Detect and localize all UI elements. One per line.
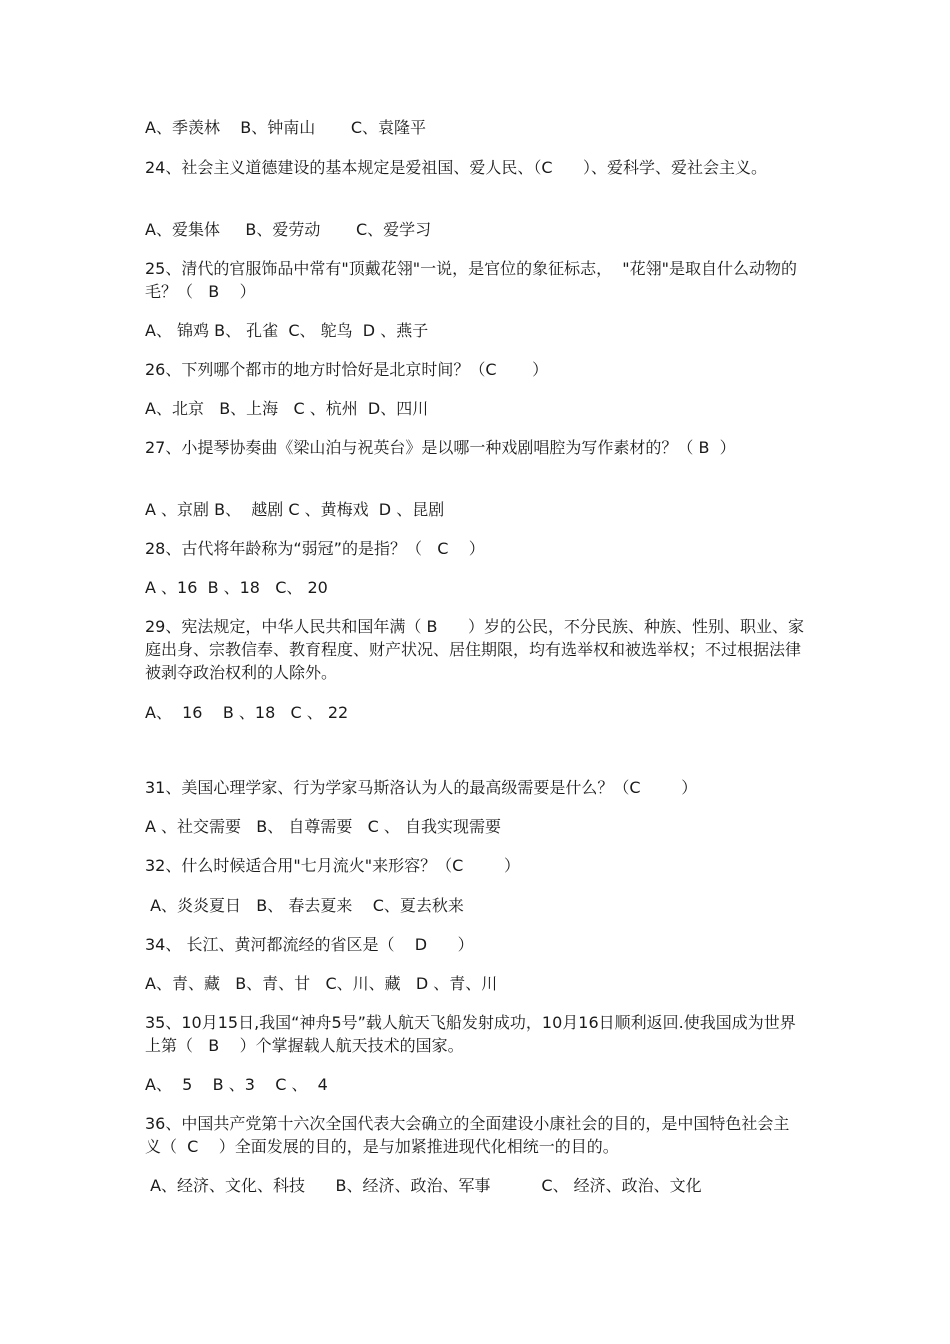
answer-options-28: A 、16 B 、18 C、 20 <box>145 578 328 597</box>
question-28: 28、古代将年龄称为“弱冠”的是指？（ C ） <box>145 539 485 558</box>
answer-options-25: A、 锦鸡 B、 孔雀 C、 鸵鸟 D 、燕子 <box>145 321 429 340</box>
answer-options-35: A、 5 B 、3 C 、 4 <box>145 1075 328 1094</box>
question-32: 32、什么时候适合用"七月流火"来形容？（C ） <box>145 856 520 875</box>
answer-options-26: A、北京 B、上海 C 、杭州 D、四川 <box>145 399 429 418</box>
answer-options-31: A 、社交需要 B、 自尊需要 C 、 自我实现需要 <box>145 817 501 836</box>
answer-options-23: A、季羡林 B、钟南山 C、袁隆平 <box>145 118 427 137</box>
question-27: 27、小提琴协奏曲《梁山泊与祝英台》是以哪一种戏剧唱腔为写作素材的？（ B ） <box>145 438 736 457</box>
answer-options-32: A、炎炎夏日 B、 春去夏来 C、夏去秋来 <box>145 896 464 915</box>
answer-options-34: A、青、藏 B、青、甘 C、川、藏 D 、青、川 <box>145 974 498 993</box>
question-31: 31、美国心理学家、行为学家马斯洛认为人的最高级需要是什么？（C ） <box>145 778 698 797</box>
answer-options-27: A 、京剧 B、 越剧 C 、黄梅戏 D 、昆剧 <box>145 500 445 519</box>
answer-options-24: A、爱集体 B、爱劳动 C、爱学习 <box>145 220 432 239</box>
question-35: 35、10月15日,我国“神舟5号”载人航天飞船发射成功，10月16日顺利返回.使我国成为世界上第（ B ）个掌握载人航天技术的国家。 <box>145 1013 796 1055</box>
question-34: 34、 长江、黄河都流经的省区是（ D ） <box>145 935 474 954</box>
question-26: 26、下列哪个都市的地方时恰好是北京时间？（C ） <box>145 360 549 379</box>
question-29: 29、宪法规定，中华人民共和国年满（ B ）岁的公民，不分民族、种族、性别、职业、家庭出身、宗教信奉、教育程度、财产状况、居住期限，均有选举权和被选举权；不过根据法律被剥夺政治权利的人除外。 <box>145 617 804 682</box>
question-36: 36、中国共产党第十六次全国代表大会确立的全面建设小康社会的目的，是中国特色社会主义（ C ）全面发展的目的，是与加紧推进现代化相统一的目的。 <box>145 1114 790 1156</box>
answer-options-29: A、 16 B 、18 C 、 22 <box>145 703 349 722</box>
question-25: 25、清代的官服饰品中常有"顶戴花翎"一说，是官位的象征标志， "花翎"是取自什么动物的毛？（ B ） <box>145 259 797 301</box>
answer-options-36: A、经济、文化、科技 B、经济、政治、军事 C、 经济、政治、文化 <box>145 1176 702 1195</box>
question-24: 24、社会主义道德建设的基本规定是爱祖国、爱人民、（C ）、爱科学、爱社会主义。 <box>145 158 768 177</box>
